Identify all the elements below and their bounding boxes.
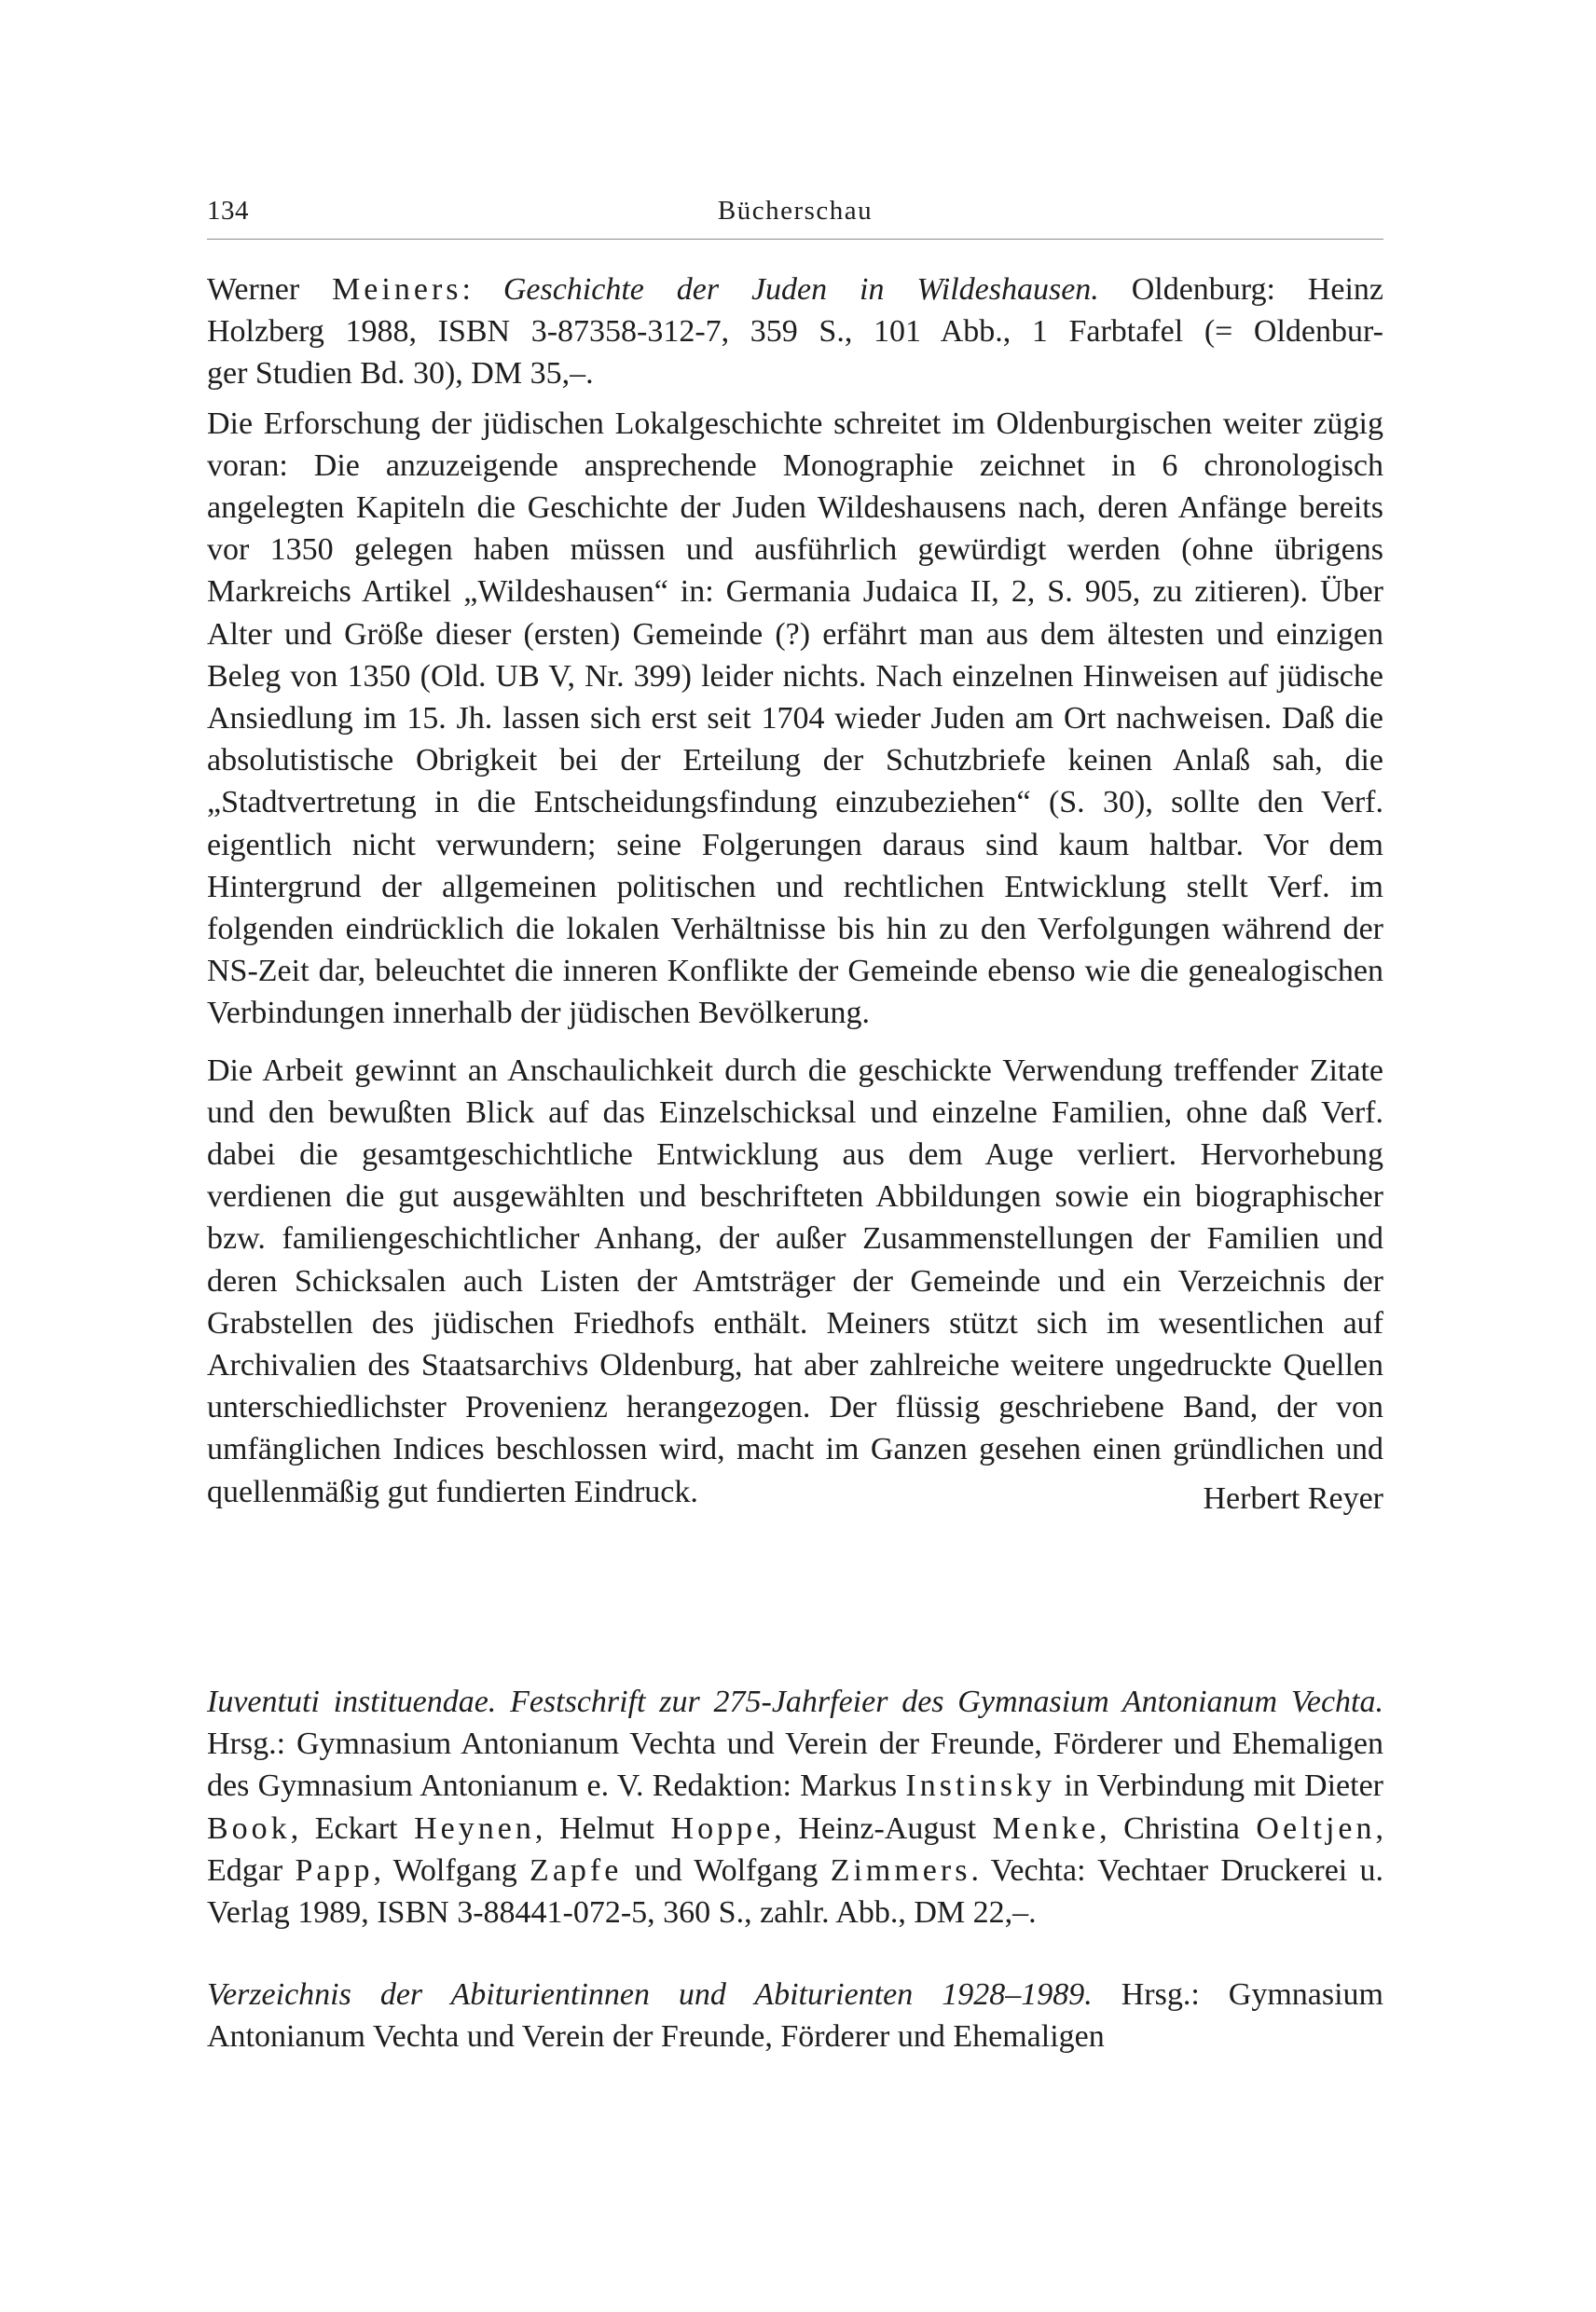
author-surname: Meiners [332, 272, 462, 307]
review-paragraph-1: Die Erforschung der jüdischen Lokalgeschichte schreitet im Oldenburgischen weiter zügig voran: Die anzuzeigende ansprechende Monographie zeichnet in 6 chronologisch angelegten Kapiteln die Geschichte der Juden Wildeshausens nach, deren Anfänge bereits vor 1350 gelegen haben müssen und ausführlich gewürdigt werden (ohne übrigens Markreichs Artikel „Wildeshausen“ in: Germania Judaica II, 2, S. 905, zu zitieren). Über Alter und Größe dieser (ersten) Gemeinde (?) erfährt man aus dem ältesten und einzigen Beleg von 1350 (Old. UB V, Nr. 399) leider nichts. Nach einzelnen Hinweisen auf jüdische Ansiedlung im 15. Jh. lassen sich erst seit 1704 wieder Juden am Ort nachweisen. Daß die absolutistische Obrigkeit bei der Erteilung der Schutzbriefe keinen Anlaß sah, die „Stadtvertretung in die Entscheidungsfindung einzubeziehen“ (S. 30), sollte den Verf. eigentlich nicht verwundern; seine Folgerungen daraus sind kaum haltbar. Vor dem Hintergrund der allgemeinen politischen und rechtlichen Entwicklung stellt Verf. im folgenden eindrücklich die lokalen Verhältnisse bis hin zu den Verfolgungen während der NS-Zeit dar, beleuchtet die inneren Konflikte der Gemeinde ebenso wie die genealogischen Verbindungen innerhalb der jüdischen Bevölkerung. [207, 406, 1383, 1031]
citation-line-3: ger Studien Bd. 30), DM 35,–. [207, 356, 594, 392]
reviewer-line [207, 1470, 1383, 1516]
editor-name: Papp [295, 1852, 374, 1888]
editor-name: Menke [992, 1810, 1100, 1846]
citation-text: Hrsg.: Gymnasium Antonianum Vechta und Verein der Freunde, Förderer und Ehemaligen [207, 1977, 1383, 2055]
editor-name: Zimmers [830, 1852, 971, 1888]
book-title: Geschichte der Juden in Wildeshausen. [502, 272, 1099, 307]
page-header [207, 196, 1383, 233]
citation-verzeichnis [207, 1974, 1383, 2057]
header-rule [207, 239, 1383, 240]
review-verzeichnis [207, 1974, 1383, 2057]
citation-line-1: Werner Meiners: Geschichte der Juden in Wildeshausen. Oldenburg: Heinz [207, 272, 1383, 307]
citation-text: , Wolfgang [373, 1852, 530, 1888]
citation-text: , Helmut [534, 1810, 671, 1846]
reviewer-name: Herbert Reyer [1203, 1480, 1383, 1516]
review-festschrift [207, 1681, 1383, 1934]
editor-name: Hoppe [670, 1810, 775, 1846]
citation-text: , Eckart [290, 1810, 415, 1846]
verzeichnis-title: Verzeichnis der Abiturientinnen und Abiturienten 1928–1989. [207, 1977, 1093, 2012]
review-meiners [207, 268, 1383, 1516]
author-given-name: Werner [207, 272, 300, 307]
citation-text: , Edgar [207, 1810, 1383, 1888]
review-paragraph-2: Die Arbeit gewinnt an Anschaulichkeit durch die geschickte Verwendung treffender Zitate und den bewußten Blick auf das Einzelschicksal und einzelne Familien, ohne daß Verf. dabei die gesamtgeschichtliche Entwicklung aus dem Auge verliert. Hervorhebung verdienen die gut ausgewählten und beschrifteten Abbildungen sowie ein biographischer bzw. familiengeschichtlicher Anhang, der außer Zusammenstellungen der Familien und deren Schicksalen auch Listen der Amtsträger der Gemeinde und ein Verzeichnis der Grabstellen des jüdischen Friedhofs enthält. Meiners stützt sich im wesentlichen auf Archivalien des Staatsarchivs Oldenburg, hat aber zahlreiche weitere ungedruckte Quellen unterschiedlichster Provenienz herangezogen. Der flüssig geschriebene Band, der von umfänglichen Indices beschlossen wird, macht im Ganzen gesehen einen gründlichen und quellenmäßig gut fundierten Eindruck. [207, 1053, 1383, 1509]
citation-festschrift [207, 1681, 1383, 1934]
editor-name: Heynen [414, 1810, 535, 1846]
citation-text: in Verbindung mit Dieter [1055, 1768, 1383, 1804]
citation-text: , Heinz-August [774, 1810, 993, 1846]
editor-name: Zapfe [530, 1852, 623, 1888]
editor-name: Book [207, 1810, 291, 1846]
citation-text: , Christina [1099, 1810, 1257, 1846]
citation-text: und Wolfgang [622, 1852, 831, 1888]
page [207, 0, 1383, 2312]
running-title: Bücherschau [717, 196, 874, 226]
citation-text: Hrsg.: Gymnasium Antonianum Vechta und Verein der Freunde, Förderer und Ehemaligen des Gymnasium Antonianum e. V. Redaktion: Markus [207, 1727, 1383, 1804]
citation-line-2: Holzberg 1988, ISBN 3-87358-312-7, 359 S., 101 Abb., 1 Farbtafel (= Oldenbur- [207, 314, 1383, 350]
editor-name: Instinsky [905, 1768, 1056, 1804]
publisher-text: Oldenburg: Heinz [1131, 272, 1383, 307]
citation-text: . Vechta: Vechtaer Druckerei u. Verlag 1989, ISBN 3-88441-072-5, 360 S., zahlr. Abb., DM 22,–. [207, 1852, 1383, 1931]
festschrift-title: Iuventuti instituendae. Festschrift zur 275-Jahrfeier des Gymnasium Antonianum Vechta. [207, 1685, 1383, 1719]
page-number: 134 [207, 196, 249, 226]
editor-name: Oeltjen [1256, 1810, 1376, 1846]
